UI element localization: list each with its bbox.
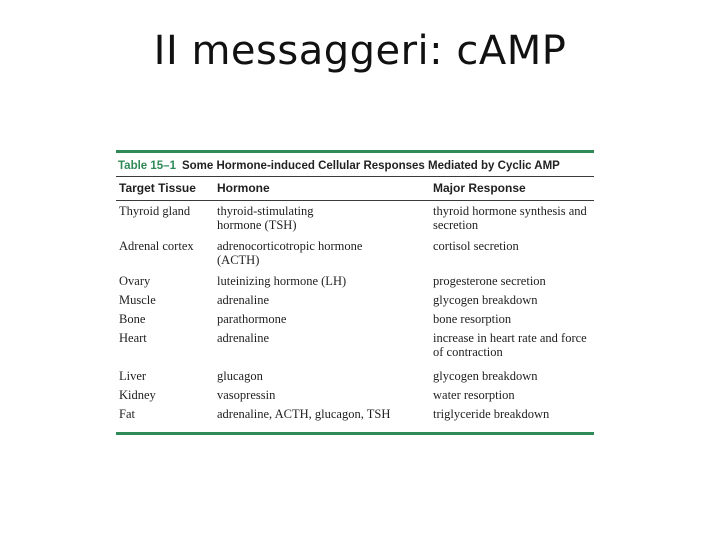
cell-tissue: Thyroid gland [119,204,191,218]
cell-response: triglyceride breakdown [433,407,550,421]
cell-response: glycogen breakdown [433,369,538,383]
cell-tissue: Heart [119,331,147,345]
table-caption-text: Some Hormone-induced Cellular Responses Mediated by Cyclic AMP [181,160,560,172]
cell-tissue: Fat [119,407,135,421]
cell-hormone: luteinizing hormone (LH) [217,274,347,288]
table-caption [116,156,594,176]
cell-response: cortisol secretion [433,239,519,253]
cell-tissue: Adrenal cortex [119,239,194,253]
cell-hormone: adrenaline, ACTH, glucagon, TSH [217,407,391,421]
table-number: Table 15–1 [118,160,176,172]
cell-hormone: adrenaline [217,331,270,345]
cell-hormone: adrenocorticotropic hormone (ACTH) [217,239,363,267]
header-major-response: Major Response [433,181,526,195]
table-bottom-rule [116,432,594,435]
cell-response: progesterone secretion [433,274,546,288]
cell-response: increase in heart rate and force of contraction [433,331,587,359]
header-divider [116,200,594,201]
header-hormone: Hormone [217,181,270,195]
cell-tissue: Bone [119,312,146,326]
cell-response: glycogen breakdown [433,293,538,307]
cell-tissue: Ovary [119,274,151,288]
table-top-rule [116,150,594,153]
cell-hormone: thyroid-stimulating hormone (TSH) [217,204,314,232]
cell-hormone: vasopressin [217,388,276,402]
cell-tissue: Muscle [119,293,156,307]
table-body [116,205,594,427]
table-figure [116,150,594,427]
cell-tissue: Liver [119,369,147,383]
cell-response: water resorption [433,388,515,402]
header-target-tissue: Target Tissue [119,181,196,195]
cell-response: bone resorption [433,312,512,326]
cell-hormone: glucagon [217,369,263,383]
slide-title: II messaggeri: cAMP [153,28,567,74]
cell-hormone: adrenaline [217,293,270,307]
table-header-row [116,177,594,200]
cell-response: thyroid hormone synthesis and secretion [433,204,587,232]
cell-hormone: parathormone [217,312,287,326]
cell-tissue: Kidney [119,388,156,402]
